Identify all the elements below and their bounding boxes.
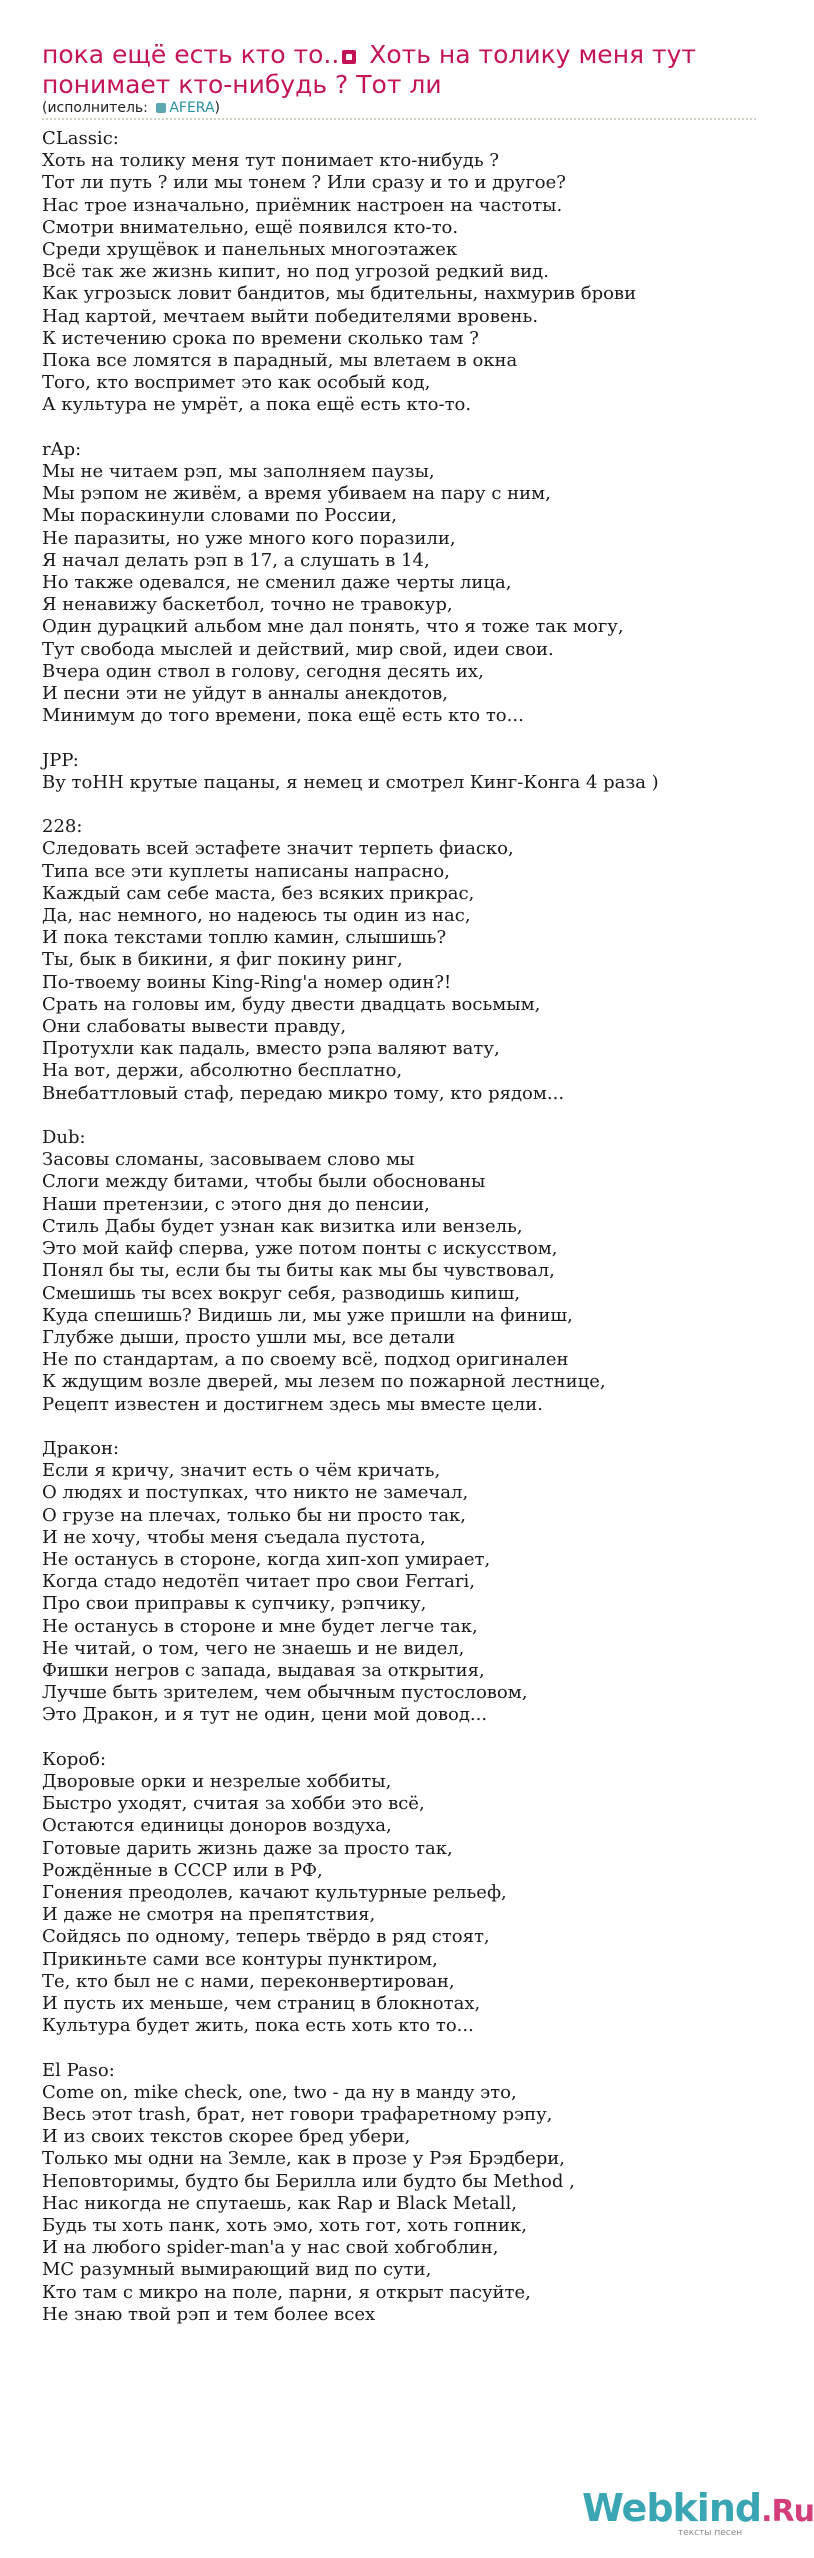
lyric-line: Смотри внимательно, ещё появился кто-то. <box>42 216 459 238</box>
lyric-line: Быстро уходят, считая за хобби это всё, <box>42 1793 425 1815</box>
artist-square-icon <box>156 103 166 113</box>
lyric-line: Стиль Дабы будет узнан как визитка или вензель, <box>42 1215 523 1237</box>
lyric-line: Не останусь в стороне, когда хип-хоп умирает, <box>42 1548 491 1570</box>
lyric-line: Каждый сам себе маста, без всяких прикрас, <box>42 882 475 904</box>
lyric-line: Рецепт известен и достигнем здесь мы вместе цели. <box>42 1393 543 1415</box>
lyric-line: Про свои приправы к супчику, рэпчику, <box>42 1593 427 1615</box>
verse-heading: Дракон: <box>42 1437 120 1459</box>
lyric-line: Come on, mike check, one, two - да ну в манду это, <box>42 2081 517 2103</box>
lyric-line: Ву тоНН крутые пацаны, я немец и смотрел Кинг-Конга 4 раза ) <box>42 771 659 793</box>
lyric-line: Среди хрущёвок и панельных многоэтажек <box>42 239 458 261</box>
lyric-line: Лучше быть зрителем, чем обычным пустословом, <box>42 1682 528 1704</box>
verse <box>42 750 772 794</box>
verse <box>42 2060 772 2326</box>
lyric-line: МС разумный вымирающий вид по сути, <box>42 2259 432 2281</box>
artist-suffix: ) <box>214 100 220 116</box>
lyric-line: Я начал делать рэп в 17, а слушать в 14, <box>42 549 430 571</box>
lyric-line: Остаются единицы доноров воздуха, <box>42 1815 392 1837</box>
logo-main: Webkind <box>582 2486 762 2530</box>
artist-line <box>42 100 220 116</box>
lyric-line: О людях и поступках, что никто не замечал, <box>42 1482 469 1504</box>
lyric-line: Рождённые в СССР или в РФ, <box>42 1859 323 1881</box>
lyric-line: Мы пораскинули словами по России, <box>42 505 397 527</box>
lyric-line: Понял бы ты, если бы ты биты как мы бы чувствовал, <box>42 1260 555 1282</box>
lyric-line: И на любого spider-man'a у нас свой хобгоблин, <box>42 2237 499 2259</box>
lyric-line: Они слабоваты вывести правду, <box>42 1016 347 1038</box>
title-part-1: пока ещё есть кто то.. <box>42 40 340 69</box>
verse-heading: rAp: <box>42 438 82 460</box>
lyric-line: Сойдясь по одному, теперь твёрдо в ряд стоят, <box>42 1926 490 1948</box>
verse-heading: Короб: <box>42 1748 107 1770</box>
lyric-line: Смешишь ты всех вокруг себя, разводишь кипиш, <box>42 1282 521 1304</box>
site-logo[interactable] <box>582 2472 814 2542</box>
verse-heading: Dub: <box>42 1127 86 1149</box>
lyric-line: Пока все ломятся в парадный, мы влетаем в окна <box>42 350 518 372</box>
lyrics-body <box>42 128 772 2348</box>
lyric-line: Тот ли путь ? или мы тонем ? Или сразу и то и другое? <box>42 172 566 194</box>
lyric-line: Над картой, мечтаем выйти победителями вровень. <box>42 305 539 327</box>
lyric-line: Кто там с микро на поле, парни, я открыт пасуйте, <box>42 2281 531 2303</box>
lyric-line: Хоть на толику меня тут понимает кто-нибудь ? <box>42 150 500 172</box>
verse <box>42 1749 772 2038</box>
lyric-line: К истечению срока по времени сколько там ? <box>42 327 479 349</box>
lyric-line: Неповторимы, будто бы Берилла или будто бы Method , <box>42 2170 575 2192</box>
artist-prefix: (исполнитель: <box>42 100 153 116</box>
lyric-line: Срать на головы им, буду двести двадцать восьмым, <box>42 993 541 1015</box>
lyric-line: Когда стадо недотёп читает про свои Ferrari, <box>42 1571 475 1593</box>
lyric-line: Нас никогда не спутаешь, как Rap и Black Metall, <box>42 2192 517 2214</box>
lyric-line: Слоги между битами, чтобы были обоснованы <box>42 1171 486 1193</box>
lyric-line: Куда спешишь? Видишь ли, мы уже пришли на финиш, <box>42 1304 573 1326</box>
logo-tld: .Ru <box>761 2494 814 2529</box>
lyric-line: Не паразиты, но уже много кого поразили, <box>42 527 456 549</box>
lyric-line: Дворовые орки и незрелые хоббиты, <box>42 1770 392 1792</box>
lyric-line: Если я кричу, значит есть о чём кричать, <box>42 1460 441 1482</box>
lyric-line: Засовы сломаны, засовываем слово мы <box>42 1149 415 1171</box>
lyric-line: По-твоему воины King-Ring'a номер один?! <box>42 971 452 993</box>
lyric-line: Только мы одни на Земле, как в прозе у Рэя Брэдбери, <box>42 2148 566 2170</box>
lyric-line: А культура не умрёт, а пока ещё есть кто-то. <box>42 394 472 416</box>
lyric-line: Минимум до того времени, пока ещё есть кто то... <box>42 705 524 727</box>
verse <box>42 439 772 728</box>
lyric-line: И не хочу, чтобы меня съедала пустота, <box>42 1526 426 1548</box>
lyric-line: Не читай, о том, чего не знаешь и не видел, <box>42 1637 465 1659</box>
lyric-line: Мы рэпом не живём, а время убиваем на пару с ним, <box>42 483 551 505</box>
verse-heading: 228: <box>42 816 83 838</box>
square-bullet-icon <box>342 50 356 64</box>
lyric-line: Гонения преодолев, качают культурные рельеф, <box>42 1881 507 1903</box>
lyric-line: Да, нас немного, но надеюсь ты один из нас, <box>42 905 471 927</box>
lyric-line: Те, кто был не с нами, переконвертирован, <box>42 1970 455 1992</box>
logo-wordmark <box>582 2486 814 2530</box>
lyric-line: Нас трое изначально, приёмник настроен на частоты. <box>42 194 563 216</box>
lyric-line: Фишки негров с запада, выдавая за открытия, <box>42 1659 485 1681</box>
logo-tagline: тексты песен <box>678 2528 743 2538</box>
lyric-line: Того, кто воспримет это как особый код, <box>42 372 431 394</box>
lyric-line: К ждущим возле дверей, мы лезем по пожарной лестнице, <box>42 1371 606 1393</box>
lyric-line: Следовать всей эстафете значит терпеть фиаско, <box>42 838 514 860</box>
verse <box>42 1438 772 1727</box>
lyric-line: И пусть их меньше, чем страниц в блокнотах, <box>42 1992 481 2014</box>
lyric-line: Внебаттловый стаф, передаю микро тому, кто рядом... <box>42 1082 565 1104</box>
lyric-line: Будь ты хоть панк, хоть эмо, хоть гот, хоть гопник, <box>42 2214 527 2236</box>
lyric-line: Весь этот trash, брат, нет говори трафаретному рэпу, <box>42 2103 553 2125</box>
lyric-line: Я ненавижу баскетбол, точно не травокур, <box>42 594 453 616</box>
artist-link[interactable]: AFERA <box>169 100 215 116</box>
lyric-line: И из своих текстов скорее бред убери, <box>42 2126 411 2148</box>
lyric-line: Протухли как падаль, вместо рэпа валяют вату, <box>42 1038 500 1060</box>
lyric-line: Не по стандартам, а по своему всё, подход оригинален <box>42 1349 569 1371</box>
verse-heading: CLassic: <box>42 128 119 149</box>
verse <box>42 1127 772 1416</box>
lyric-line: Типа все эти куплеты написаны напрасно, <box>42 860 450 882</box>
lyric-line: Это мой кайф сперва, уже потом понты с искусством, <box>42 1238 558 1260</box>
lyric-line: Как угрозыск ловит бандитов, мы бдительны, нахмурив брови <box>42 283 637 305</box>
lyric-line: Всё так же жизнь кипит, но под угрозой редкий вид. <box>42 261 549 283</box>
lyric-line: Прикиньте сами все контуры пунктиром, <box>42 1948 438 1970</box>
lyric-line: Вчера один ствол в голову, сегодня десять их, <box>42 660 484 682</box>
lyric-line: И пока текстами топлю камин, слышишь? <box>42 927 447 949</box>
lyric-line: Тут свобода мыслей и действий, мир свой, идеи свои. <box>42 638 554 660</box>
lyric-line: Готовые дарить жизнь даже за просто так, <box>42 1837 453 1859</box>
lyric-line: И песни эти не уйдут в анналы анекдотов, <box>42 683 448 705</box>
verse-heading: JPP: <box>42 749 79 771</box>
page-title <box>42 40 762 100</box>
verse-heading: El Paso: <box>42 2059 115 2081</box>
title-part-2: Хоть на толику меня тут понимает кто-нибудь ? Тот ли <box>42 40 696 99</box>
lyric-line: Один дурацкий альбом мне дал понять, что я тоже так могу, <box>42 616 624 638</box>
verse <box>42 816 772 1105</box>
lyric-line: Не знаю твой рэп и тем более всех <box>42 2303 376 2325</box>
lyric-line: На вот, держи, абсолютно бесплатно, <box>42 1060 403 1082</box>
lyric-line: Но также одевался, не сменил даже черты лица, <box>42 572 512 594</box>
lyric-line: Не останусь в стороне и мне будет легче так, <box>42 1615 478 1637</box>
lyric-line: Культура будет жить, пока есть хоть кто то... <box>42 2015 474 2037</box>
lyric-line: Мы не читаем рэп, мы заполняем паузы, <box>42 461 435 483</box>
divider <box>42 118 756 120</box>
lyric-line: И даже не смотря на препятствия, <box>42 1904 376 1926</box>
lyric-line: Глубже дыши, просто ушли мы, все детали <box>42 1326 455 1348</box>
lyric-line: О грузе на плечах, только бы ни просто так, <box>42 1504 467 1526</box>
lyric-line: Ты, бык в бикини, я фиг покину ринг, <box>42 949 403 971</box>
lyric-line: Это Дракон, и я тут не один, цени мой довод... <box>42 1704 488 1726</box>
verse <box>42 128 772 417</box>
lyric-line: Наши претензии, с этого дня до пенсии, <box>42 1193 430 1215</box>
